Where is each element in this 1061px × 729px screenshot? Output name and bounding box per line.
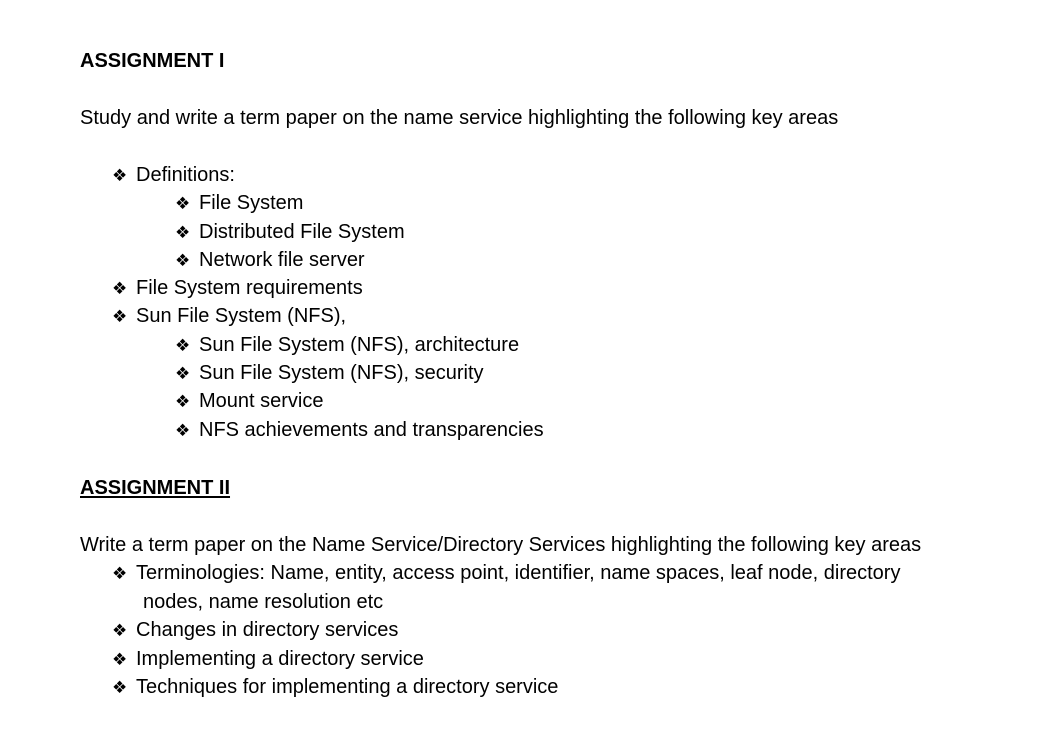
list-item [175, 191, 303, 216]
list-item-text: Mount service [199, 390, 324, 412]
list-item [175, 361, 484, 386]
bullet-diamond-icon: ❖ [175, 392, 191, 412]
bullet-diamond-icon: ❖ [112, 564, 128, 584]
assignment-2-intro: Write a term paper on the Name Service/Directory Services highlighting the following key areas [80, 534, 922, 556]
list-item [175, 220, 405, 245]
list-item [175, 389, 324, 414]
list-item-text: Changes in directory services [136, 619, 399, 641]
list-item-text: Sun File System (NFS), [136, 305, 347, 327]
bullet-diamond-icon: ❖ [112, 650, 128, 670]
bullet-diamond-icon: ❖ [175, 223, 191, 243]
bullet-diamond-icon: ❖ [175, 421, 191, 441]
assignment-2-title: ASSIGNMENT II [80, 477, 231, 499]
list-item [112, 304, 346, 329]
list-item [112, 647, 424, 672]
list-item-text: Distributed File System [199, 221, 405, 243]
list-item-continuation: nodes, name resolution etc [143, 591, 384, 613]
list-item-text: Techniques for implementing a directory service [136, 676, 559, 698]
list-item [175, 418, 544, 443]
list-item-text: NFS achievements and transparencies [199, 419, 544, 441]
list-item [112, 561, 900, 586]
list-item-text: Implementing a directory service [136, 648, 424, 670]
assignment-1-title: ASSIGNMENT I [80, 50, 225, 72]
bullet-diamond-icon: ❖ [112, 678, 128, 698]
list-item [112, 675, 558, 700]
list-item-text: Definitions: [136, 164, 235, 186]
list-item-text: File System [199, 192, 304, 214]
bullet-diamond-icon: ❖ [175, 364, 191, 384]
bullet-diamond-icon: ❖ [112, 166, 128, 186]
bullet-diamond-icon: ❖ [175, 194, 191, 214]
bullet-diamond-icon: ❖ [175, 251, 191, 271]
list-item [112, 276, 363, 301]
list-item-text: Network file server [199, 249, 365, 271]
list-item [175, 333, 519, 358]
list-item-text: File System requirements [136, 277, 363, 299]
list-item [175, 248, 365, 273]
list-item-text: Sun File System (NFS), architecture [199, 334, 520, 356]
list-item-text: Terminologies: Name, entity, access point, identifier, name spaces, leaf node, directory [136, 562, 901, 584]
assignment-1-intro: Study and write a term paper on the name service highlighting the following key areas [80, 107, 839, 129]
list-item-text: Sun File System (NFS), security [199, 362, 484, 384]
list-item [112, 618, 398, 643]
bullet-diamond-icon: ❖ [112, 621, 128, 641]
bullet-diamond-icon: ❖ [175, 336, 191, 356]
list-item [112, 163, 235, 188]
bullet-diamond-icon: ❖ [112, 307, 128, 327]
bullet-diamond-icon: ❖ [112, 279, 128, 299]
